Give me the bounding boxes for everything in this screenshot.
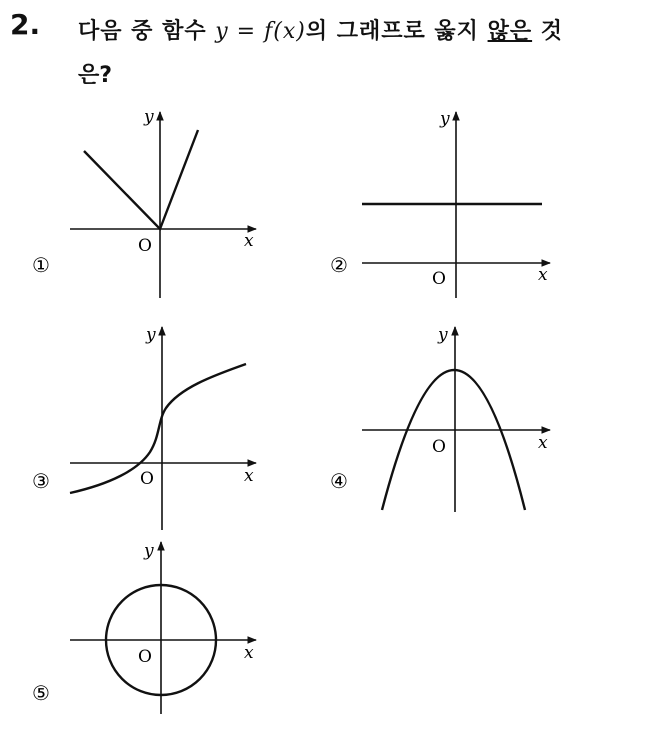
question-text-line2: 은? — [78, 63, 113, 88]
graph-2-choice: ② — [330, 253, 348, 277]
question-text-after: 의 그래프로 옳지 — [305, 19, 488, 44]
graph-3-x-label: x — [244, 466, 254, 486]
graph-1-choice: ① — [32, 253, 50, 277]
graph-3-origin: O — [140, 469, 154, 489]
graph-2 — [330, 109, 550, 298]
graph-2-y-label: y — [440, 109, 450, 129]
graph-4-choice: ④ — [330, 469, 348, 493]
graph-2-x-label: x — [538, 265, 548, 285]
graph-3-choice: ③ — [32, 469, 50, 493]
graph-4-curve — [382, 370, 525, 510]
graph-2-origin: O — [432, 269, 446, 289]
question-text-end: 것 — [532, 19, 564, 44]
question-math: y = f(x) — [215, 19, 306, 44]
graph-4-origin: O — [432, 437, 446, 457]
graph-5-x-label: x — [244, 643, 254, 663]
graph-5-y-label: y — [144, 541, 154, 561]
graph-3 — [32, 325, 256, 530]
graph-5 — [32, 541, 256, 714]
graph-5-choice: ⑤ — [32, 681, 50, 705]
graph-4-x-label: x — [538, 433, 548, 453]
graph-1-origin: O — [138, 236, 152, 256]
graph-5-origin: O — [138, 647, 152, 667]
question-number: 2. — [10, 8, 41, 41]
graph-3-curve — [70, 364, 246, 493]
question-underlined-word: 않은 — [487, 19, 533, 44]
graph-1-y-label: y — [144, 107, 154, 127]
graph-3-y-label: y — [146, 325, 156, 345]
question-text-before: 다음 중 함수 — [78, 19, 216, 44]
graph-4-y-label: y — [438, 325, 448, 345]
graph-1 — [32, 107, 256, 298]
graph-4 — [330, 325, 550, 512]
graph-1-x-label: x — [244, 231, 254, 251]
graph-1-curve — [84, 130, 198, 229]
